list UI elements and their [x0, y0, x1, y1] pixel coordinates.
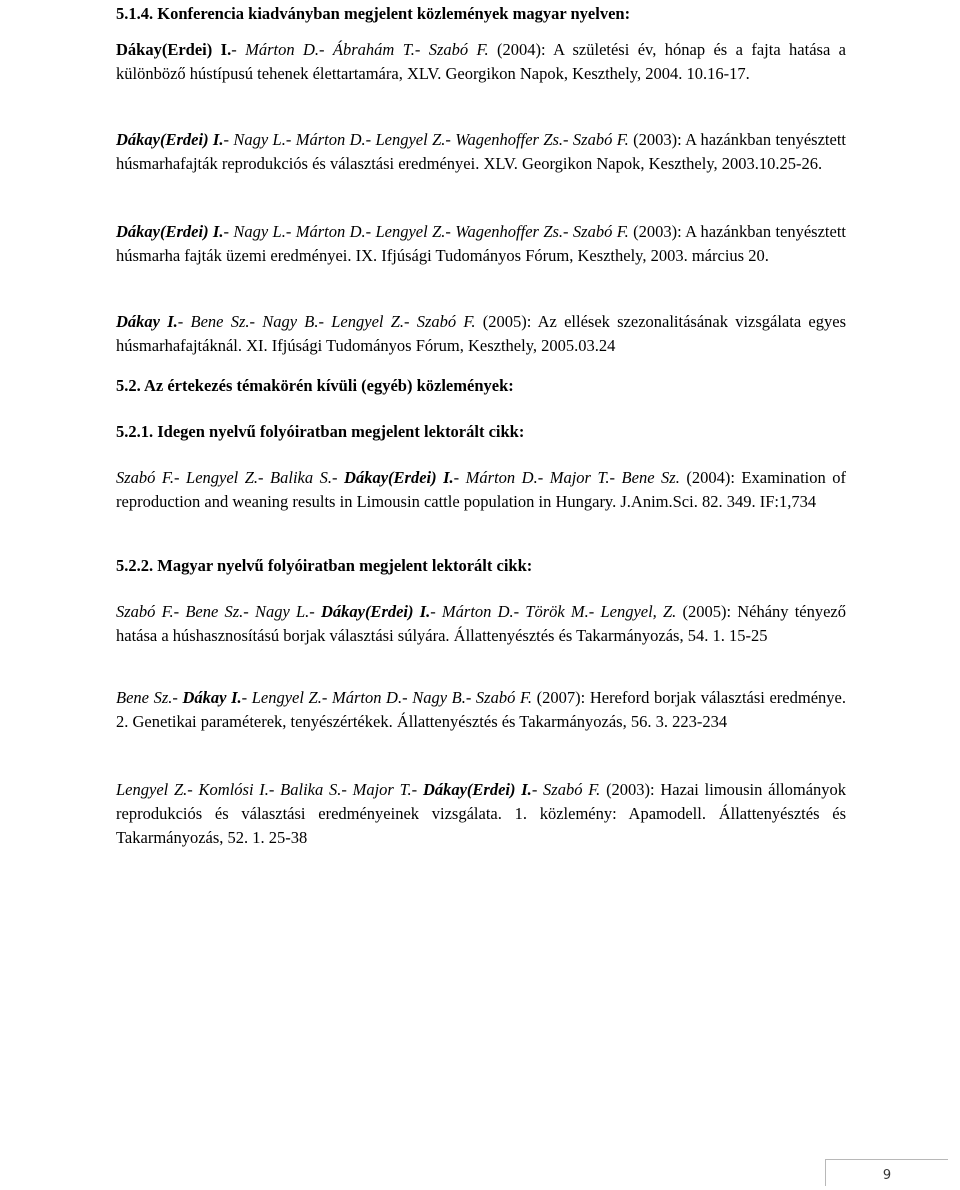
co-authors-before: Lengyel Z.- Komlósi I.- Balika S.- Major T.- — [116, 780, 423, 799]
highlighted-author: Dákay(Erdei) I. — [344, 468, 454, 487]
reference-entry — [116, 600, 846, 648]
highlighted-author: Dákay I. — [182, 688, 242, 707]
section-heading-5-1-4: 5.1.4. Konferencia kiadványban megjelent közlemények magyar nyelven: — [116, 4, 631, 23]
highlighted-author: Dákay I. — [116, 312, 178, 331]
co-authors: - Nagy L.- Márton D.- Lengyel Z.- Wagenhoffer Zs.- Szabó F. — [223, 222, 629, 241]
page-number: 9 — [882, 1168, 892, 1183]
highlighted-author: Dákay(Erdei) I. — [116, 222, 224, 241]
reference-entry — [116, 38, 846, 86]
co-authors: - Bene Sz.- Nagy B.- Lengyel Z.- Szabó F. — [177, 312, 476, 331]
reference-details: (2003): A hazánkban tenyésztett húsmarhafajták reprodukciós és választási eredményei. XLV. Georgikon Napok, Keszthely, 2003.10.25-26. — [116, 130, 846, 173]
section-heading-5-2-2: 5.2.2. Magyar nyelvű folyóiratban megjelent lektorált cikk: — [116, 556, 533, 575]
reference-details: (2003): Hazai limousin állományok reprodukciós és választási eredményeinek vizsgálata. 1. közlemény: Apamodell. Állattenyésztés és Takarmányozás, 52. 1. 25-38 — [116, 780, 847, 847]
highlighted-author: Dákay(Erdei) I. — [422, 780, 532, 799]
co-authors-after: - Márton D.- Török M.- Lengyel, Z. — [430, 602, 677, 621]
co-authors-after: - Szabó F. — [531, 780, 601, 799]
highlighted-author: Dákay(Erdei) I. — [320, 602, 431, 621]
co-authors-before: Bene Sz.- — [116, 688, 183, 707]
co-authors-before: Szabó F.- Bene Sz.- Nagy L.- — [116, 602, 321, 621]
reference-details: (2004): A születési év, hónap és a fajta hatása a különböző hústípusú tehenek élettartamára, XLV. Georgikon Napok, Keszthely, 2004. 10.16-17. — [116, 40, 846, 83]
co-authors-after: - Márton D.- Major T.- Bene Sz. — [453, 468, 680, 487]
reference-details: (2005): Az ellések szezonalitásának vizsgálata egyes húsmarhafajtáknál. XI. Ifjúsági Tudományos Fórum, Keszthely, 2005.03.24 — [116, 312, 846, 355]
section-heading-5-2: 5.2. Az értekezés témakörén kívüli (egyéb) közlemények: — [116, 376, 514, 395]
co-authors-before: Szabó F.- Lengyel Z.- Balika S.- — [116, 468, 345, 487]
reference-entry — [116, 466, 846, 514]
reference-details: (2004): Examination of reproduction and weaning results in Limousin cattle population in Hungary. J.Anim.Sci. 82. 349. IF:1,734 — [116, 468, 847, 511]
reference-entry — [116, 310, 846, 358]
section-heading-5-2-1: 5.2.1. Idegen nyelvű folyóiratban megjelent lektorált cikk: — [116, 422, 525, 441]
page-number-box — [825, 1159, 948, 1186]
highlighted-author: Dákay(Erdei) I. — [116, 40, 232, 59]
co-authors: - Nagy L.- Márton D.- Lengyel Z.- Wagenhoffer Zs.- Szabó F. — [223, 130, 629, 149]
reference-entry — [116, 220, 846, 268]
reference-entry — [116, 128, 846, 176]
reference-details: (2003): A hazánkban tenyésztett húsmarha fajták üzemi eredményei. IX. Ifjúsági Tudományos Fórum, Keszthely, 2003. március 20. — [116, 222, 846, 265]
highlighted-author: Dákay(Erdei) I. — [116, 130, 224, 149]
co-authors: - Márton D.- Ábrahám T.- Szabó F. — [231, 40, 489, 59]
reference-details: (2005): Néhány tényező hatása a húshasznosítású borjak választási súlyára. Állattenyésztés és Takarmányozás, 54. 1. 15-25 — [116, 602, 846, 645]
co-authors-after: - Lengyel Z.- Márton D.- Nagy B.- Szabó F. — [241, 688, 533, 707]
reference-entry — [116, 778, 846, 850]
reference-entry — [116, 686, 846, 734]
reference-details: (2007): Hereford borjak választási eredménye. 2. Genetikai paraméterek, tenyészértékek. Állattenyésztés és Takarmányozás, 56. 3. 223-234 — [116, 688, 846, 731]
